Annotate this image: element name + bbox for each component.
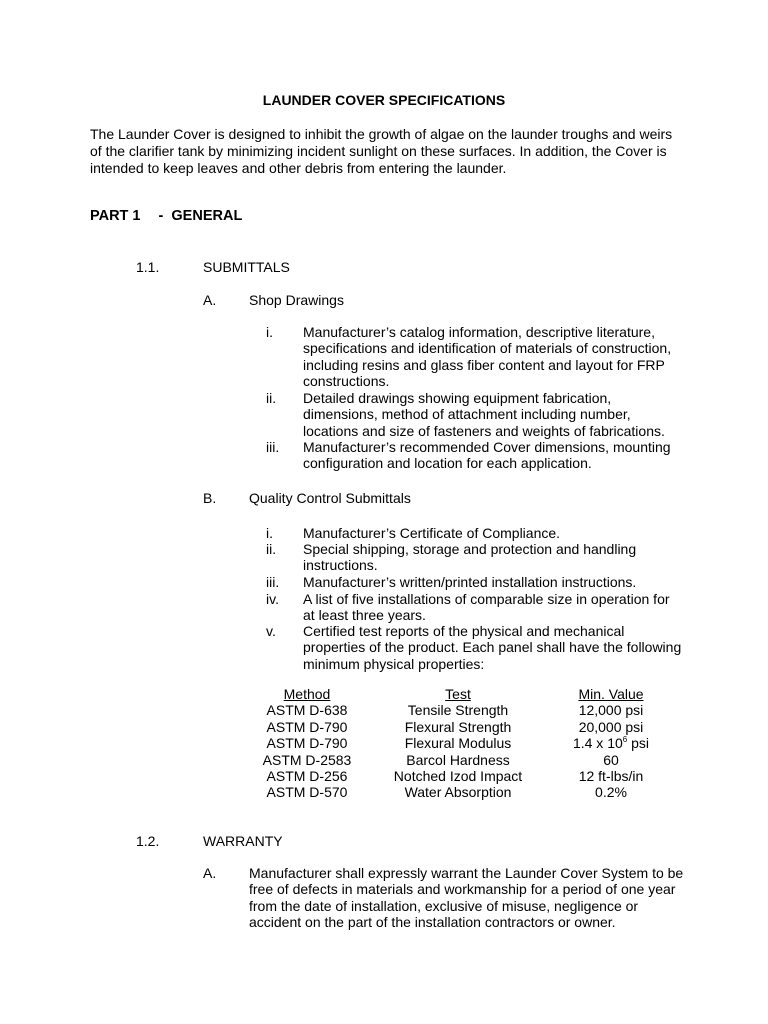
item-numeral: i. — [266, 525, 273, 541]
table-cell: 0.2% — [595, 784, 627, 801]
item-line: minimum physical properties: — [303, 655, 485, 672]
table-cell: ASTM D-790 — [266, 718, 348, 735]
section-title: SUBMITTALS — [203, 259, 290, 275]
subsection-title: Shop Drawings — [249, 292, 344, 308]
list-item — [303, 591, 670, 624]
table-cell: 12,000 psi — [578, 702, 644, 719]
item-numeral: i. — [266, 324, 273, 340]
item-numeral: ii. — [266, 541, 277, 557]
table-cell: ASTM D-256 — [266, 768, 348, 785]
table-cell: Notched Izod Impact — [393, 768, 523, 785]
warranty-line: free of defects in materials and workmanship for a period of one year — [249, 881, 676, 898]
part-label: PART 1 — [90, 208, 141, 224]
item-line: Manufacturer’s written/printed installation instructions. — [303, 574, 637, 590]
table-column-test — [383, 686, 533, 801]
value-exponent: 6 — [622, 735, 628, 745]
item-line: Detailed drawings showing equipment fabrication, — [303, 390, 612, 406]
warranty-line: from the date of installation, exclusive of misuse, negligence or — [249, 897, 639, 914]
warranty-line: Manufacturer shall expressly warrant the Launder Cover System to be — [249, 865, 684, 881]
item-line: locations and size of fasteners and weights of fabrications. — [303, 422, 665, 439]
table-cell: Flexural Modulus — [404, 735, 512, 752]
part-name: GENERAL — [171, 208, 243, 224]
subsection-label: B. — [203, 490, 217, 506]
table-cell: Tensile Strength — [407, 702, 509, 719]
table-cell: ASTM D-570 — [266, 784, 348, 801]
table-column-method — [247, 686, 367, 801]
section-number: 1.1. — [136, 259, 160, 275]
list-item — [303, 623, 681, 672]
intro-line: The Launder Cover is designed to inhibit the growth of algae on the launder troughs and weirs — [90, 126, 673, 142]
list-item — [303, 525, 560, 541]
intro-line: intended to keep leaves and other debris from entering the launder. — [90, 159, 507, 176]
intro-line: of the clarifier tank by minimizing incident sunlight on these surfaces. In addition, the Cover is — [90, 142, 667, 159]
table-cell: 60 — [603, 751, 619, 768]
subsection-label: A. — [203, 292, 217, 308]
item-line: Manufacturer’s catalog information, descriptive literature, — [303, 324, 655, 340]
part-heading — [90, 208, 242, 224]
item-line: constructions. — [303, 373, 390, 390]
table-cell — [551, 735, 671, 751]
item-line: at least three years. — [303, 607, 426, 624]
subsection-label: A. — [203, 865, 217, 881]
table-header: Test — [445, 686, 471, 702]
item-numeral: iii. — [266, 574, 280, 590]
intro-paragraph — [90, 126, 690, 176]
item-line: A list of five installations of comparable size in operation for — [303, 591, 670, 607]
warranty-paragraph — [249, 865, 683, 931]
page-title: LAUNDER COVER SPECIFICATIONS — [262, 92, 506, 108]
list-item — [303, 324, 671, 390]
item-line: properties of the product. Each panel shall have the following — [303, 639, 682, 656]
item-line: Manufacturer’s recommended Cover dimensions, mounting — [303, 439, 671, 455]
table-header: Method — [283, 686, 331, 702]
item-line: including resins and glass fiber content and layout for FRP — [303, 356, 665, 373]
item-line: Special shipping, storage and protection and handling — [303, 541, 637, 557]
item-numeral: ii. — [266, 390, 277, 406]
list-item — [303, 390, 665, 439]
table-cell: ASTM D-638 — [266, 702, 348, 719]
item-line: instructions. — [303, 557, 378, 574]
table-cell: 12 ft-lbs/in — [578, 768, 644, 785]
item-numeral: iii. — [266, 439, 280, 455]
table-cell: Water Absorption — [404, 784, 512, 801]
part-dash: - — [158, 208, 164, 224]
table-cell: ASTM D-790 — [266, 735, 348, 752]
list-item — [303, 541, 636, 574]
section-number: 1.2. — [136, 833, 160, 849]
table-cell: Flexural Strength — [404, 718, 512, 735]
section-title: WARRANTY — [203, 833, 283, 849]
subsection-title: Quality Control Submittals — [249, 490, 411, 506]
value-unit: psi — [627, 735, 650, 752]
table-column-value — [551, 686, 671, 801]
list-item — [303, 439, 671, 472]
table-cell: ASTM D-2583 — [262, 751, 352, 768]
list-item — [303, 574, 636, 590]
table-cell: Barcol Hardness — [406, 751, 510, 768]
table-header: Min. Value — [578, 686, 644, 702]
item-numeral: iv. — [266, 591, 279, 607]
item-line: configuration and location for each application. — [303, 455, 592, 472]
table-cell: 20,000 psi — [578, 718, 644, 735]
item-line: dimensions, method of attachment including number, — [303, 406, 631, 423]
item-line: specifications and identification of materials of construction, — [303, 340, 672, 357]
item-line: Manufacturer’s Certificate of Compliance. — [303, 525, 561, 541]
item-numeral: v. — [266, 623, 276, 639]
value-base: 1.4 x 10 — [572, 735, 623, 752]
item-line: Certified test reports of the physical and mechanical — [303, 623, 625, 639]
warranty-line: accident on the part of the installation contractors or owner. — [249, 914, 616, 931]
